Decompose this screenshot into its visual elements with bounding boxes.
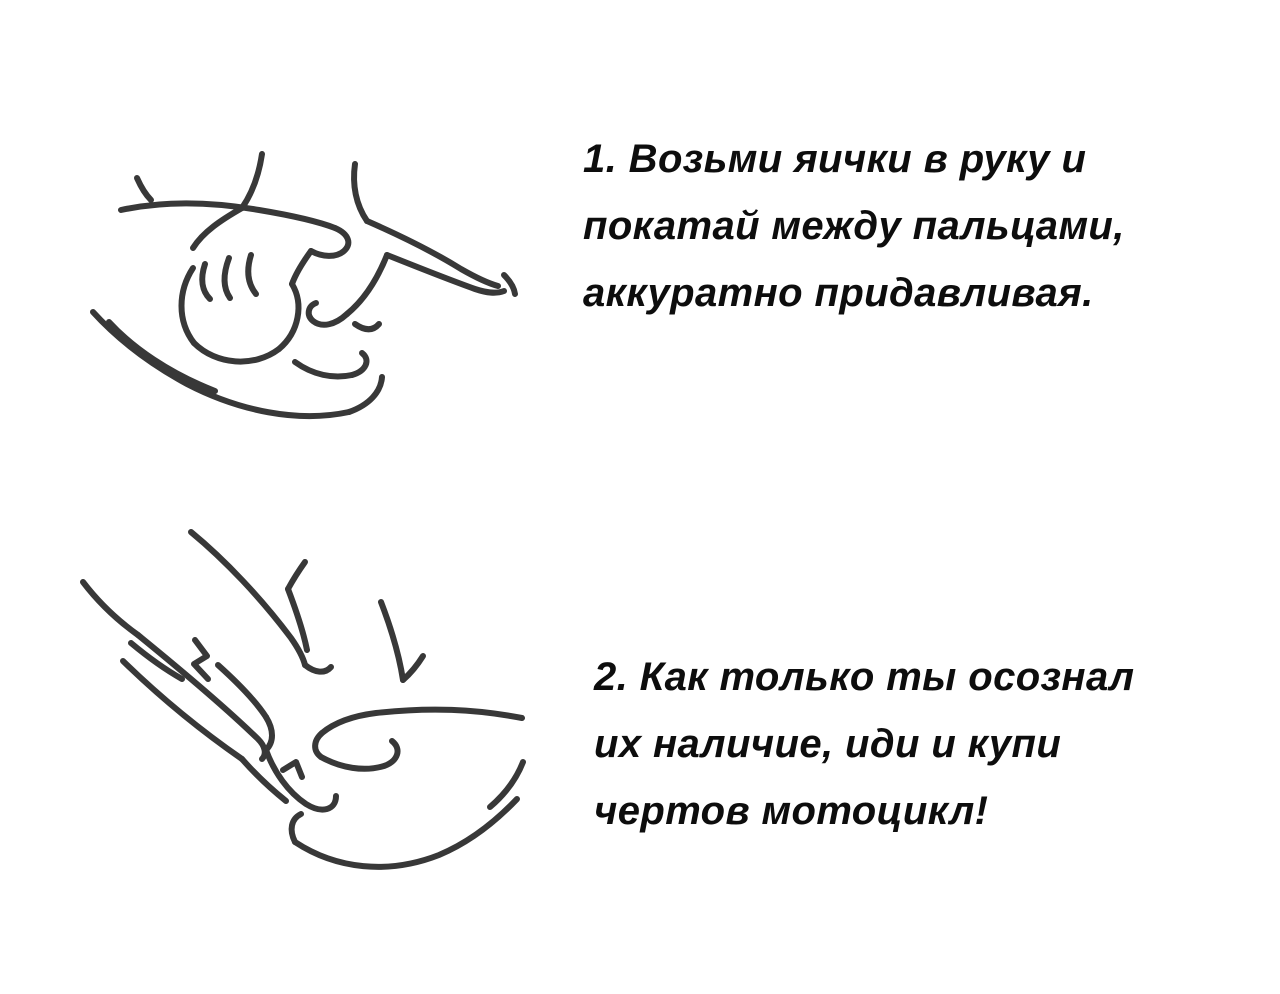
step-1-caption [583,126,1125,327]
step-1-line-2: покатай между пальцами, [583,204,1125,248]
step-1-line-3: аккуратно придавливая. [583,271,1094,315]
hands-rolling-sketch [55,128,535,458]
hands-pinching-sketch [45,512,545,912]
step-1-line-1: 1. Возьми яички в руку и [583,137,1087,181]
step-2-line-1: 2. Как только ты осознал [594,655,1135,699]
step-2-line-2: их наличие, иди и купи [594,722,1062,766]
step-2-illustration [45,512,545,912]
step-1-illustration [55,128,535,458]
step-2-caption [594,644,1134,845]
step-2-line-3: чертов мотоцикл! [594,789,989,833]
